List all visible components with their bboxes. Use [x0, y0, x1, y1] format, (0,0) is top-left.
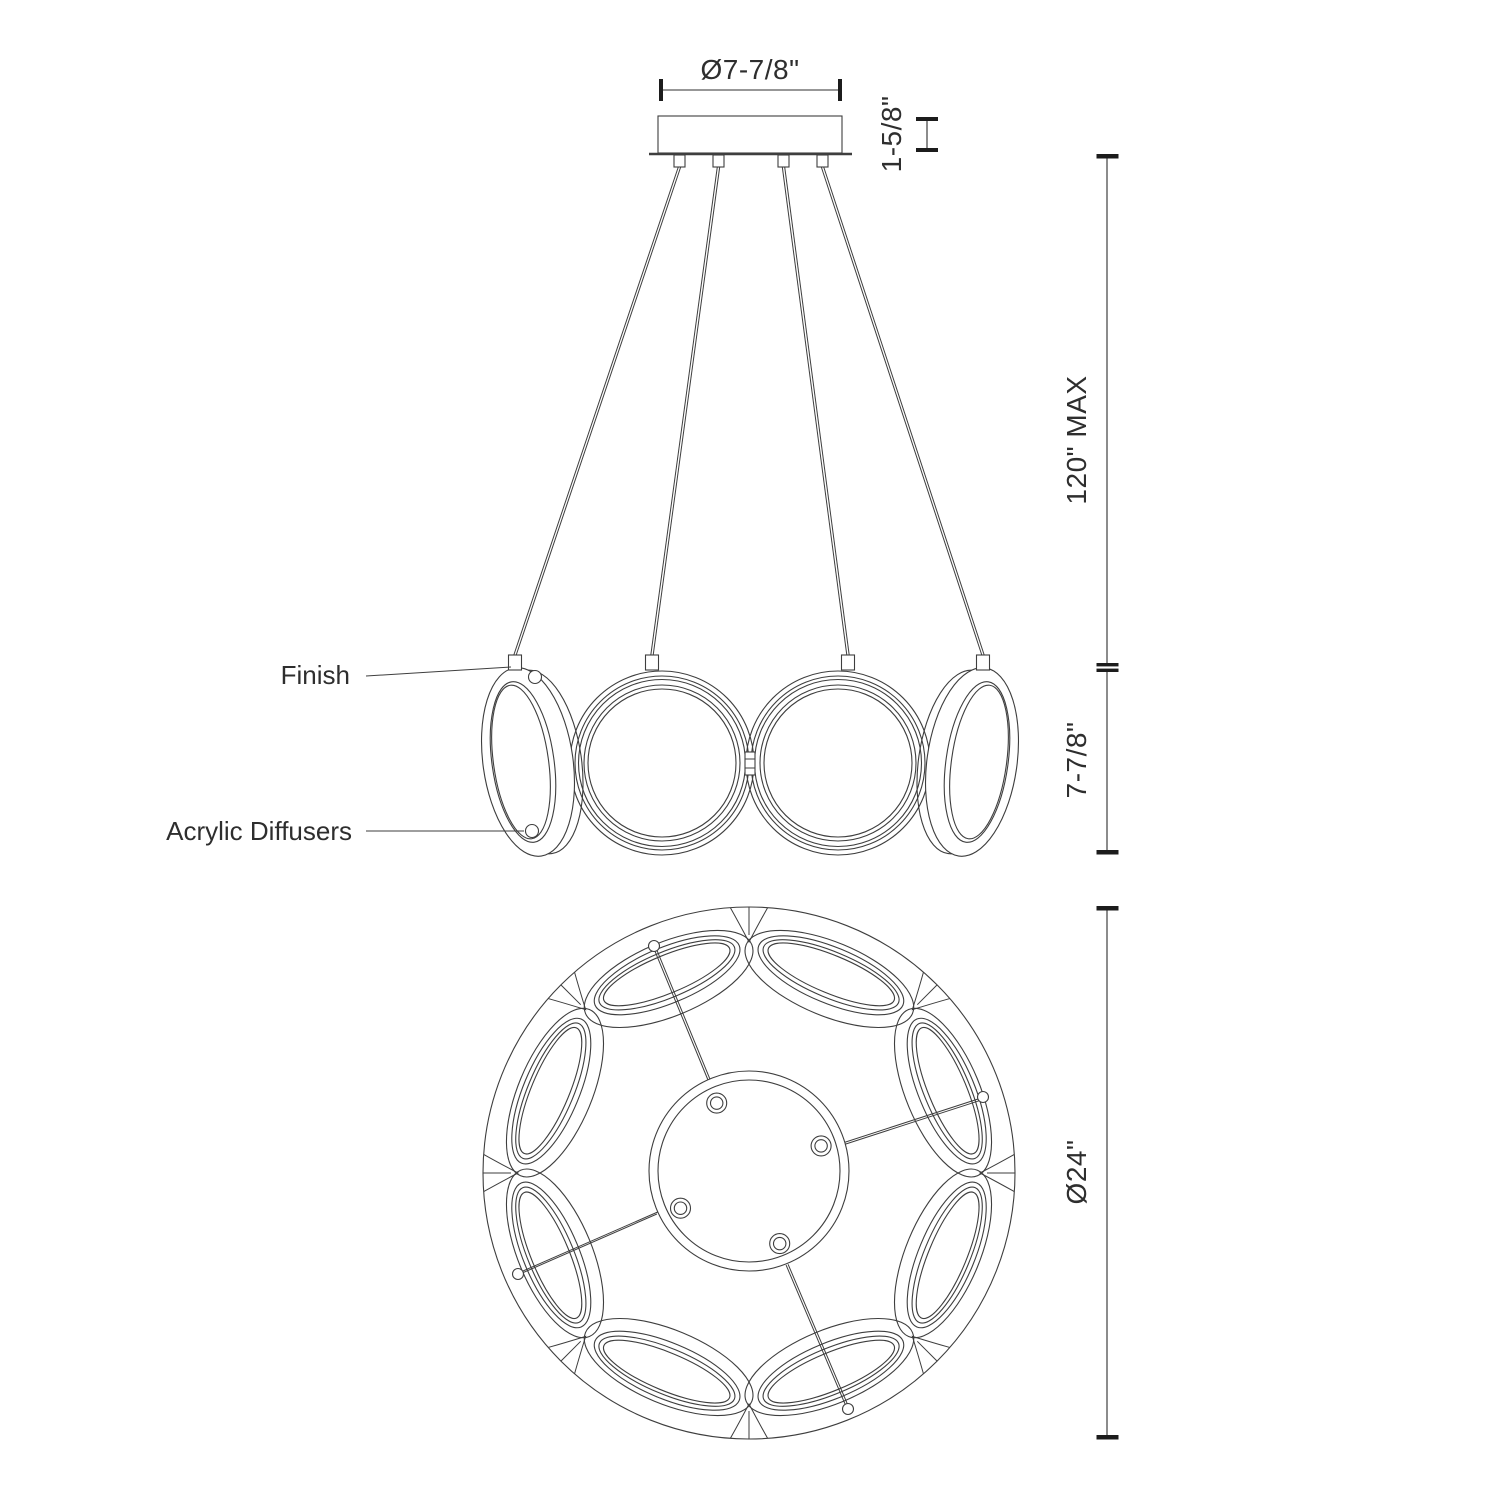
cable-attachment-tabs [509, 655, 990, 670]
plan-canopy [649, 1071, 849, 1271]
elevation-view [166, 54, 1118, 862]
ring-front-left [570, 671, 754, 855]
fixture-diameter-text: Ø24" [1061, 1139, 1092, 1205]
suspension-max-text: 120" MAX [1061, 375, 1092, 505]
canopy-height-text: 1-5/8" [876, 95, 907, 173]
diffuser-screw [526, 825, 539, 838]
cable-end [513, 1269, 524, 1280]
suspension-max-dimension [1061, 154, 1119, 672]
bottom-plan-view [483, 906, 1119, 1440]
cable-gripper [674, 155, 685, 167]
suspension-cables [514, 167, 984, 655]
cable-end [978, 1092, 989, 1103]
cable-gripper [713, 155, 724, 167]
ring-clip [745, 752, 755, 775]
finish-label: Finish [280, 660, 350, 690]
cable-gripper [778, 155, 789, 167]
cable-gripper [817, 155, 828, 167]
fixture-height-dimension [1061, 672, 1119, 855]
cable-end [649, 941, 660, 952]
canopy-diameter-dimension [659, 54, 842, 101]
ring-front-right [746, 671, 930, 855]
callouts [166, 660, 524, 846]
cable-end [843, 1404, 854, 1415]
acrylic-diffusers-label: Acrylic Diffusers [166, 816, 352, 846]
canopy [649, 116, 852, 167]
canopy-diameter-text: Ø7-7/8" [700, 54, 800, 85]
diffuser-screw [529, 671, 542, 684]
fixture-diameter-dimension [1061, 906, 1119, 1440]
canopy-body [658, 116, 842, 153]
fixture-height-text: 7-7/8" [1061, 721, 1092, 799]
canopy-height-dimension [876, 96, 938, 173]
finish-leader-line [366, 667, 511, 676]
